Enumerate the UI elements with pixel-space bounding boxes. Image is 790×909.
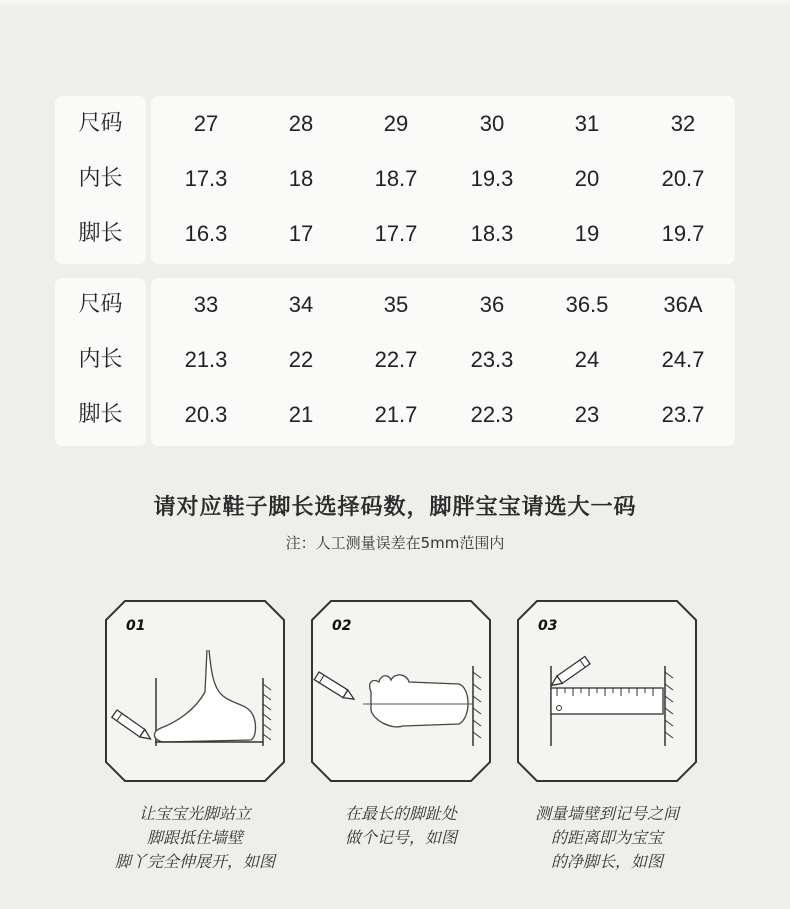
caption-line: 让宝宝光脚站立: [138, 804, 251, 823]
table-cell: 24: [574, 347, 600, 372]
table-cell: 36.5: [565, 292, 609, 317]
table-cell: 23.7: [661, 402, 705, 427]
step-number: 03: [538, 618, 558, 634]
table-cell: 22.3: [470, 402, 514, 427]
measurement-note: 注：人工测量误差在5mm范围内: [285, 534, 505, 552]
row-label: 尺码: [78, 111, 123, 136]
step-card-2: [311, 600, 491, 782]
table-cell: 24.7: [661, 347, 705, 372]
table-cell: 33: [193, 292, 219, 317]
caption-line: 的净脚长，如图: [550, 852, 663, 871]
table-cell: 30: [479, 111, 505, 136]
step-caption-2: [291, 802, 511, 850]
table-cell: 20: [574, 166, 600, 191]
caption-line: 脚丫完全伸展开，如图: [114, 852, 275, 871]
table-cell: 36A: [663, 292, 703, 317]
table-cell: 27: [193, 111, 219, 136]
table-cell: 18: [288, 166, 314, 191]
caption-line: 脚跟抵住墙壁: [146, 828, 243, 847]
table-cell: 21.3: [184, 347, 228, 372]
caption-line: 在最长的脚趾处: [344, 804, 457, 823]
step-card-3: [517, 600, 697, 782]
row-label: 尺码: [78, 292, 123, 317]
row-label: 内长: [78, 166, 123, 191]
table-cell: 22: [288, 347, 314, 372]
table-cell: 19: [574, 221, 600, 246]
table-cell: 20.3: [184, 402, 228, 427]
size-table-1: [55, 96, 735, 264]
table-cell: 17: [288, 221, 314, 246]
row-label: 内长: [78, 347, 123, 372]
table-cell: 36: [479, 292, 505, 317]
table-row: [55, 340, 735, 380]
step-number: 01: [126, 618, 146, 634]
table-cell: 21: [288, 402, 314, 427]
table-cell: 34: [288, 292, 314, 317]
table-cell: 23: [574, 402, 600, 427]
table-cell: 18.7: [374, 166, 418, 191]
caption-line: 测量墙壁到记号之间: [534, 804, 679, 823]
table-cell: 35: [383, 292, 409, 317]
size-table-2: [55, 278, 735, 446]
row-label: 脚长: [78, 402, 123, 427]
caption-line: 做个记号，如图: [344, 828, 457, 847]
table-cell: 29: [383, 111, 409, 136]
caption-line: 的距离即为宝宝: [550, 828, 663, 847]
row-label: 脚长: [78, 221, 123, 246]
table-row: [55, 104, 735, 144]
table-cell: 17.7: [374, 221, 418, 246]
step-caption-3: [497, 802, 717, 874]
table-cell: 19.3: [470, 166, 514, 191]
step-caption-1: [85, 802, 305, 874]
table-cell: 28: [288, 111, 314, 136]
table-row: [55, 214, 735, 254]
table-cell: 31: [574, 111, 600, 136]
step-number: 02: [332, 618, 352, 634]
table-cell: 32: [670, 111, 696, 136]
table-cell: 21.7: [374, 402, 418, 427]
table-cell: 18.3: [470, 221, 514, 246]
table-cell: 20.7: [661, 166, 705, 191]
table-cell: 17.3: [184, 166, 228, 191]
table-row: [55, 395, 735, 435]
table-cell: 19.7: [661, 221, 705, 246]
table-cell: 22.7: [374, 347, 418, 372]
table-row: [55, 159, 735, 199]
size-advice-headline: 请对应鞋子脚长选择码数，脚胖宝宝请选大一码: [153, 495, 637, 520]
table-cell: 23.3: [470, 347, 514, 372]
table-row: [55, 285, 735, 325]
step-card-1: [105, 600, 285, 782]
table-cell: 16.3: [184, 221, 228, 246]
top-divider: [0, 0, 790, 8]
